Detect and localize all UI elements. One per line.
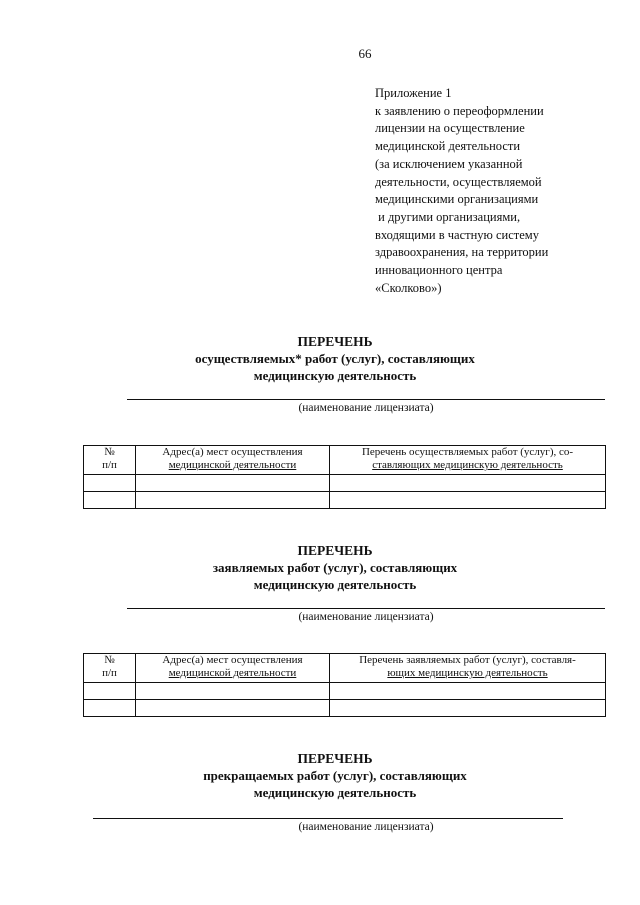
section-subtitle: медицинскую деятельность <box>253 785 417 800</box>
section-title: ПЕРЕЧЕНЬ <box>297 334 373 349</box>
appendix-note <box>375 85 615 297</box>
table-row[interactable] <box>84 492 606 509</box>
table-header-row <box>84 654 606 683</box>
column-header-address: Адрес(а) мест осуществления медицинской деятельности <box>136 654 330 683</box>
works-table-performed <box>83 445 606 509</box>
appendix-line: Приложение 1 <box>375 86 452 100</box>
section-title: ПЕРЕЧЕНЬ <box>297 751 373 766</box>
appendix-line: и другими организациями, <box>375 209 521 224</box>
section-subtitle: заявляемых работ (услуг), составляющих <box>212 560 458 575</box>
column-header-number: № п/п <box>84 446 136 475</box>
appendix-line: медицинской деятельности <box>375 139 521 154</box>
section-title: ПЕРЕЧЕНЬ <box>297 543 373 558</box>
table-row[interactable] <box>84 700 606 717</box>
table-row[interactable] <box>84 683 606 700</box>
section-subtitle: медицинскую деятельность <box>253 368 417 383</box>
licensee-name-caption: (наименование лицензиата) <box>298 402 434 414</box>
licensee-name-line[interactable] <box>93 818 563 819</box>
column-header-address: Адрес(а) мест осуществления медицинской деятельности <box>136 446 330 475</box>
licensee-name-caption: (наименование лицензиата) <box>298 821 434 833</box>
column-header-works: Перечень заявляемых работ (услуг), составля- ющих медицинскую деятельность <box>330 654 606 683</box>
table-header-row <box>84 446 606 475</box>
appendix-line: деятельности, осуществляемой <box>375 174 542 189</box>
licensee-name-line[interactable] <box>127 399 605 400</box>
appendix-line: инновационного центра <box>375 263 503 278</box>
appendix-line: (за исключением указанной <box>375 156 523 171</box>
appendix-line: «Сколково») <box>375 280 442 295</box>
appendix-line: лицензии на осуществление <box>375 121 525 136</box>
section-subtitle: медицинскую деятельность <box>253 577 417 592</box>
licensee-name-caption: (наименование лицензиата) <box>298 611 434 623</box>
section-subtitle: осуществляемых* работ (услуг), составляющих <box>195 351 475 366</box>
section-subtitle: прекращаемых работ (услуг), составляющих <box>203 768 467 783</box>
works-table-declared <box>83 653 606 717</box>
appendix-line: здравоохранения, на территории <box>375 245 549 260</box>
column-header-number: № п/п <box>84 654 136 683</box>
section-heading-declared <box>60 542 610 593</box>
table-row[interactable] <box>84 475 606 492</box>
appendix-line: входящими в частную систему <box>375 227 539 242</box>
section-heading-terminated <box>60 750 610 801</box>
column-header-works: Перечень осуществляемых работ (услуг), со- ставляющих медицинскую деятельность <box>330 446 606 475</box>
licensee-name-line[interactable] <box>127 608 605 609</box>
page-number: 66 <box>358 46 372 61</box>
appendix-line: медицинскими организациями <box>375 192 539 207</box>
appendix-line: к заявлению о переоформлении <box>375 103 544 118</box>
section-heading-performed <box>60 333 610 384</box>
